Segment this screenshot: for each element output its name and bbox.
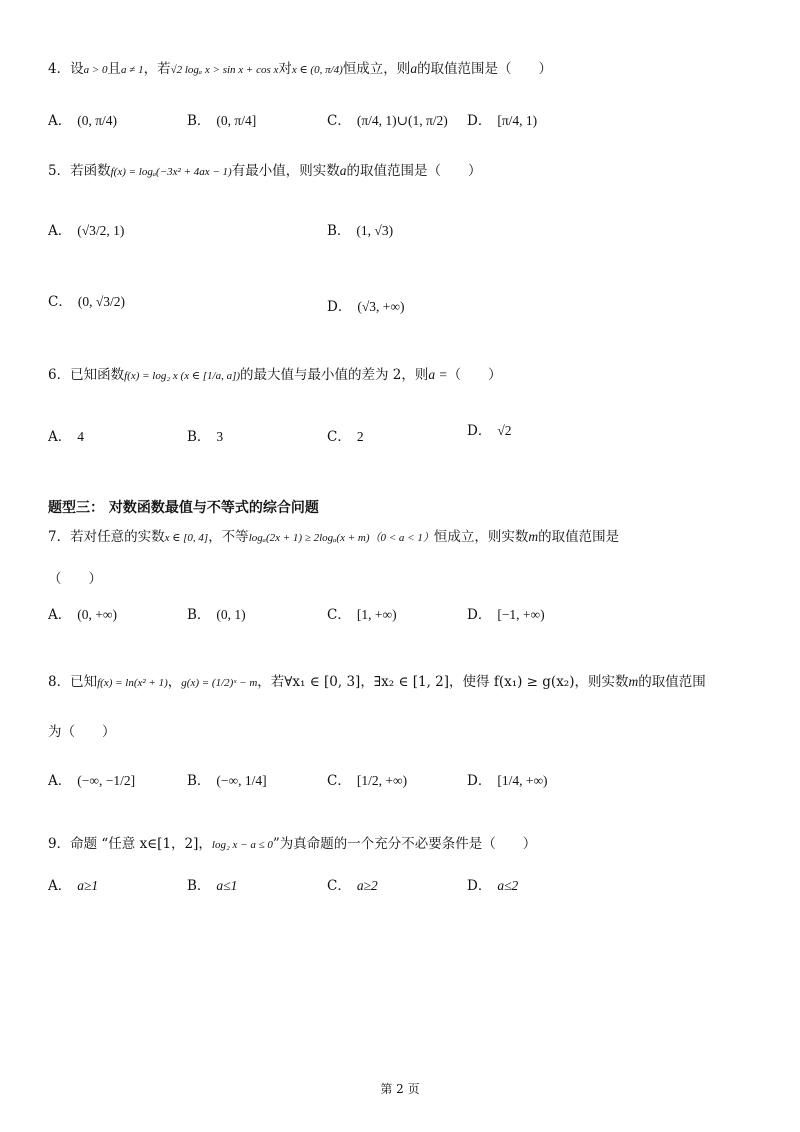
question-4-option-b[interactable]: B． (0, π/4] <box>187 113 257 129</box>
question-9-stem: 9．命题 “任意 x∈[1，2]，log₂ x − a ≤ 0”为真命题的一个充分不必要条件是（ ） <box>48 836 537 852</box>
question-9-option-d[interactable]: D． a≤2 <box>467 878 519 894</box>
question-8-option-b[interactable]: B． (−∞, 1/4] <box>187 773 267 789</box>
question-8-stem: 8．已知f(x) = ln(x² + 1)，g(x) = (1/2)ˣ − m，若∀x₁ ∈ [0, 3]，∃x₂ ∈ [1, 2]，使得 f(x₁) ≥ g(x₂)，则实数m的取值范围 <box>48 674 706 690</box>
question-8-option-d[interactable]: D． [1/4, +∞) <box>467 773 548 789</box>
question-9-option-a[interactable]: A． a≥1 <box>48 878 99 894</box>
question-5-option-b[interactable]: B． (1, √3) <box>327 223 394 239</box>
question-9-option-b[interactable]: B． a≤1 <box>187 878 238 894</box>
question-7-option-c[interactable]: C． [1, +∞) <box>327 607 397 623</box>
page-number: 第 2 页 <box>380 1082 420 1096</box>
question-5-option-a[interactable]: A． (√3/2, 1) <box>48 223 125 239</box>
question-7-stem-cont: （ ） <box>48 571 102 587</box>
question-7-option-d[interactable]: D． [−1, +∞) <box>467 607 545 623</box>
question-6-option-b[interactable]: B． 3 <box>187 429 224 445</box>
question-7-stem: 7．若对任意的实数x ∈ [0, 4]，不等logₐ(2x + 1) ≥ 2logₐ(x + m)（0 < a < 1）恒成立，则实数m的取值范围是 <box>48 529 620 545</box>
question-8-option-c[interactable]: C． [1/2, +∞) <box>327 773 408 789</box>
question-6-option-a[interactable]: A． 4 <box>48 429 84 445</box>
question-5-stem: 5．若函数f(x) = logₐ(−3x² + 4ax − 1)有最小值，则实数a的取值范围是（ ） <box>48 163 482 179</box>
question-4-option-a[interactable]: A． (0, π/4) <box>48 113 118 129</box>
question-6-option-c[interactable]: C． 2 <box>327 429 364 445</box>
question-7-option-a[interactable]: A． (0, +∞) <box>48 607 117 623</box>
question-5-option-d[interactable]: D． (√3, +∞) <box>327 299 405 315</box>
question-9-option-c[interactable]: C． a≥2 <box>327 878 378 894</box>
question-5-option-c[interactable]: C． (0, √3/2) <box>48 294 125 310</box>
question-4-stem: 4．设a > 0且a ≠ 1，若√2 logₐ x > sin x + cos x对x ∈ (0, π/4)恒成立，则a的取值范围是（ ） <box>48 61 553 77</box>
question-4-option-c[interactable]: C． (π/4, 1)∪(1, π/2) <box>327 113 448 129</box>
section-title: 题型三： 对数函数最值与不等式的综合问题 <box>48 500 319 516</box>
question-8-option-a[interactable]: A． (−∞, −1/2] <box>48 773 136 789</box>
question-4-option-d[interactable]: D． [π/4, 1) <box>467 113 538 129</box>
question-6-stem: 6．已知函数f(x) = log₂ x (x ∈ [1/a, a])的最大值与最小值的差为 2，则a =（ ） <box>48 367 502 383</box>
question-6-option-d[interactable]: D． √2 <box>467 423 512 439</box>
question-7-option-b[interactable]: B． (0, 1) <box>187 607 246 623</box>
question-8-stem-cont: 为（ ） <box>48 724 116 740</box>
